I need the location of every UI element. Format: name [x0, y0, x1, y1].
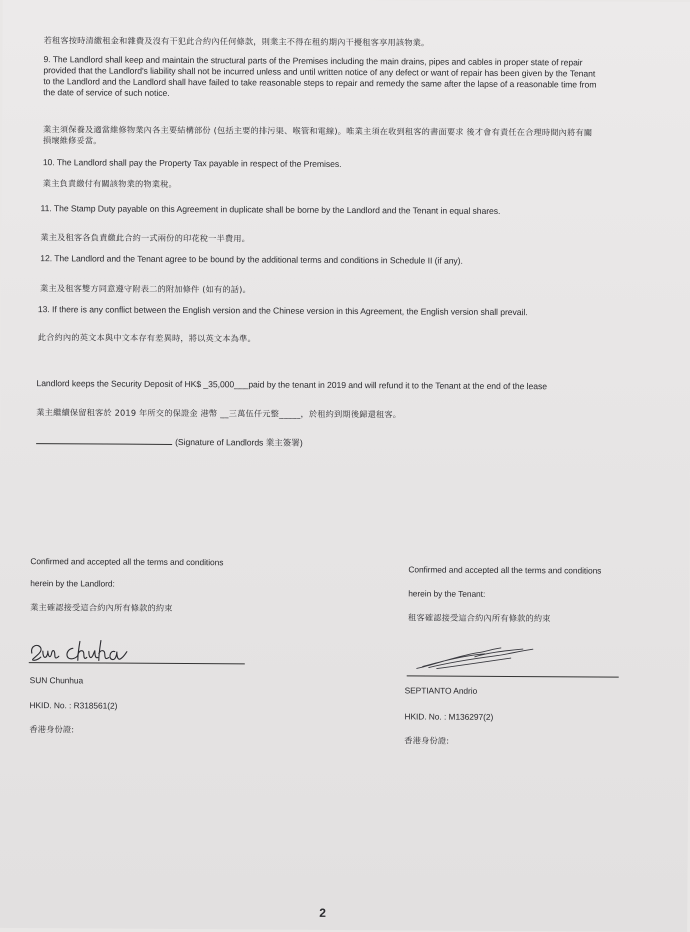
- clause-12-en: 12. The Landlord and the Tenant agree to be bound by the additional terms and conditions in Schedule II (if any).: [40, 253, 463, 266]
- clause-12-zh: 業主及租客雙方同意遵守附表二的附加條件 (如有的話)。: [40, 283, 252, 295]
- landlord-confirm-zh: 業主確認接受這合約內所有條款的約束: [30, 602, 173, 613]
- clause-11-zh: 業主及租客各負責繳此合約一式兩份的印花稅一半費用。: [40, 232, 251, 244]
- signature-of-landlords-label: (Signature of Landlords 業主簽署): [175, 436, 303, 448]
- deposit-en: Landlord keeps the Security Deposit of HK$ _35,000___paid by the tenant in 2019 and will refund it to the Tenant at the end of the lease: [36, 378, 547, 392]
- landlord-signature-line: [29, 662, 245, 664]
- clause-10-zh: 業主負責繳付有關該物業的物業稅。: [42, 178, 177, 189]
- deposit-zh: 業主繼續保留租客於 2019 年所交的保證金 港幣 __三萬伍仟元整_____，於租約到期後歸還租客。: [36, 407, 402, 420]
- landlord-hkid-zh: 香港身份證:: [29, 724, 75, 735]
- tenant-name: SEPTIANTO Andrio: [404, 685, 478, 696]
- clause-9-en-line-1: 9. The Landlord shall keep and maintain the structural parts of the Premises including the main drains, pipes and cables in proper state of repair: [43, 54, 583, 68]
- clause-9-zh-line-1: 業主須保養及適當維修物業內各主要結構部份 (包括主要的排污渠、喉管和電線)。唯業主須在收到租客的書面要求 後才會有責任在合理時間內將有關: [43, 124, 593, 138]
- intro-clause-zh: 若租客按時清繳租金和雜費及沒有干犯此合約內任何條款，則業主不得在租約期內干擾租客享用該物業。: [43, 35, 430, 48]
- landlord-hkid: HKID. No. : R318561(2): [29, 700, 118, 711]
- landlord-confirm-line-1: Confirmed and accepted all the terms and conditions: [30, 556, 224, 568]
- clause-13-en: 13. If there is any conflict between the English version and the Chinese version in this Agreement, the English version shall prevail.: [37, 304, 528, 318]
- tenant-signature-line: [407, 675, 619, 677]
- tenant-confirm-zh: 租客確認接受這合約內所有條款的約束: [408, 612, 551, 624]
- clause-11-en: 11. The Stamp Duty payable on this Agreement in duplicate shall be borne by the Landlord and the Tenant in equal shares.: [40, 203, 501, 216]
- tenant-hkid-zh: 香港身份證:: [404, 735, 450, 746]
- landlords-signature-line: [36, 443, 172, 445]
- clause-13-zh: 此合約內的英文本與中文本存有差異時，將以英文本為準。: [37, 332, 256, 344]
- clause-9-en-line-4: the date of service of such notice.: [43, 87, 170, 98]
- tenant-confirm-line-1: Confirmed and accepted all the terms and conditions: [408, 564, 602, 576]
- clause-9-en-line-3: to the Landlord and the Landlord shall have failed to take reasonable steps to repair and remedy the same after the lapse of a reasonable time from: [43, 76, 597, 90]
- tenant-handwritten-signature: [415, 646, 555, 673]
- clause-9-zh-line-2: 損壞維修妥當。: [42, 135, 102, 146]
- page-number: 2: [319, 905, 326, 920]
- landlord-name: SUN Chunhua: [29, 675, 84, 686]
- tenant-confirm-line-2: herein by the Tenant:: [408, 588, 486, 599]
- landlord-handwritten-signature: [29, 639, 159, 664]
- landlord-confirm-line-2: herein by the Landlord:: [30, 578, 115, 589]
- tenant-hkid: HKID. No. : M136297(2): [404, 711, 494, 722]
- clause-9-en-line-2: provided that the Landlord's liability shall not be incurred unless and until written notice of any defect or want of repair has been given by the Tenant: [43, 65, 596, 79]
- clause-10-en: 10. The Landlord shall pay the Property Tax payable in respect of the Premises.: [42, 157, 342, 169]
